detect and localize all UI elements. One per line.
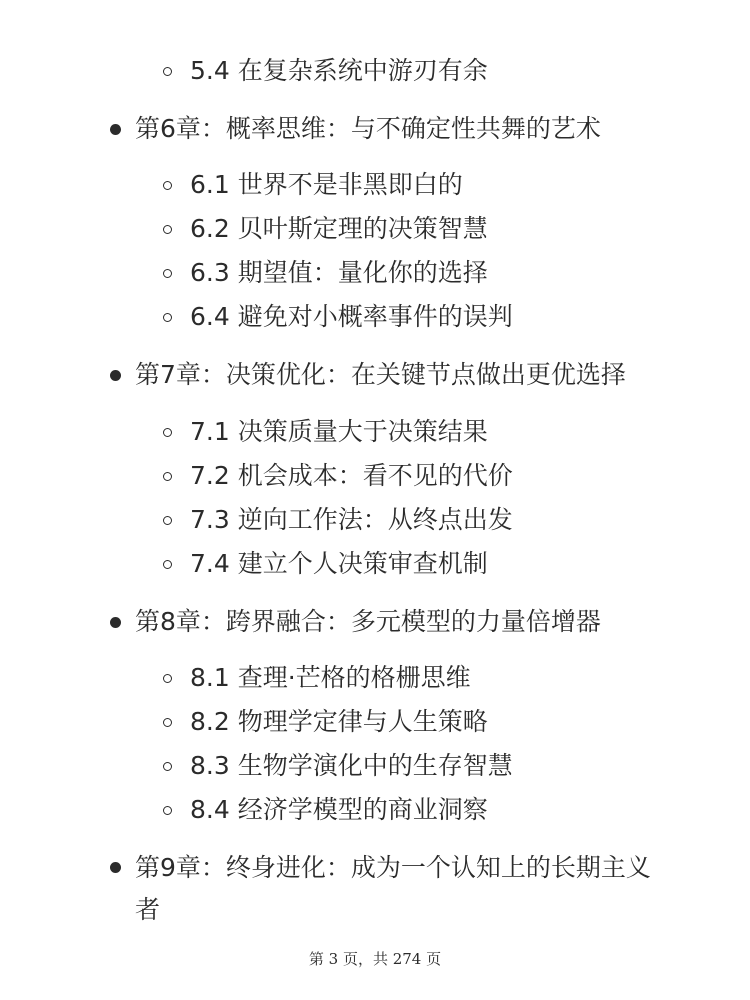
- toc-chapter-9: 第9章：终身进化：成为一个认知上的长期主义者: [135, 853, 651, 924]
- toc-section-6-2: 6.2 贝叶斯定理的决策智慧: [190, 214, 488, 243]
- toc-chapter-8: 第8章：跨界融合：多元模型的力量倍增器: [135, 607, 601, 636]
- filled-bullet-icon: [110, 370, 121, 381]
- filled-bullet-icon: [110, 862, 121, 873]
- hollow-bullet-icon: [163, 718, 172, 727]
- hollow-bullet-icon: [163, 806, 172, 815]
- filled-bullet-icon: [110, 617, 121, 628]
- toc-section-6-4: 6.4 避免对小概率事件的误判: [190, 302, 513, 331]
- hollow-bullet-icon: [163, 67, 172, 76]
- toc-section-7-3: 7.3 逆向工作法：从终点出发: [190, 505, 513, 534]
- hollow-bullet-icon: [163, 428, 172, 437]
- hollow-bullet-icon: [163, 674, 172, 683]
- toc-section-8-4: 8.4 经济学模型的商业洞察: [190, 795, 488, 824]
- hollow-bullet-icon: [163, 516, 172, 525]
- toc-section-8-3: 8.3 生物学演化中的生存智慧: [190, 751, 513, 780]
- toc-section-7-1: 7.1 决策质量大于决策结果: [190, 417, 488, 446]
- hollow-bullet-icon: [163, 269, 172, 278]
- toc-section-8-2: 8.2 物理学定律与人生策略: [190, 707, 488, 736]
- hollow-bullet-icon: [163, 560, 172, 569]
- hollow-bullet-icon: [163, 313, 172, 322]
- hollow-bullet-icon: [163, 225, 172, 234]
- hollow-bullet-icon: [163, 472, 172, 481]
- toc-section-5-4: 5.4 在复杂系统中游刃有余: [190, 56, 488, 85]
- toc-section-8-1: 8.1 查理·芒格的格栅思维: [190, 663, 471, 692]
- hollow-bullet-icon: [163, 181, 172, 190]
- toc-chapter-6: 第6章：概率思维：与不确定性共舞的艺术: [135, 114, 601, 143]
- toc-section-6-3: 6.3 期望值：量化你的选择: [190, 258, 488, 287]
- toc-section-6-1: 6.1 世界不是非黑即白的: [190, 170, 463, 199]
- toc-chapter-7: 第7章：决策优化：在关键节点做出更优选择: [135, 360, 626, 389]
- page-number-footer: 第 3 页，共 274 页: [308, 950, 442, 968]
- filled-bullet-icon: [110, 124, 121, 135]
- toc-section-7-2: 7.2 机会成本：看不见的代价: [190, 461, 513, 490]
- hollow-bullet-icon: [163, 762, 172, 771]
- toc-section-7-4: 7.4 建立个人决策审查机制: [190, 549, 488, 578]
